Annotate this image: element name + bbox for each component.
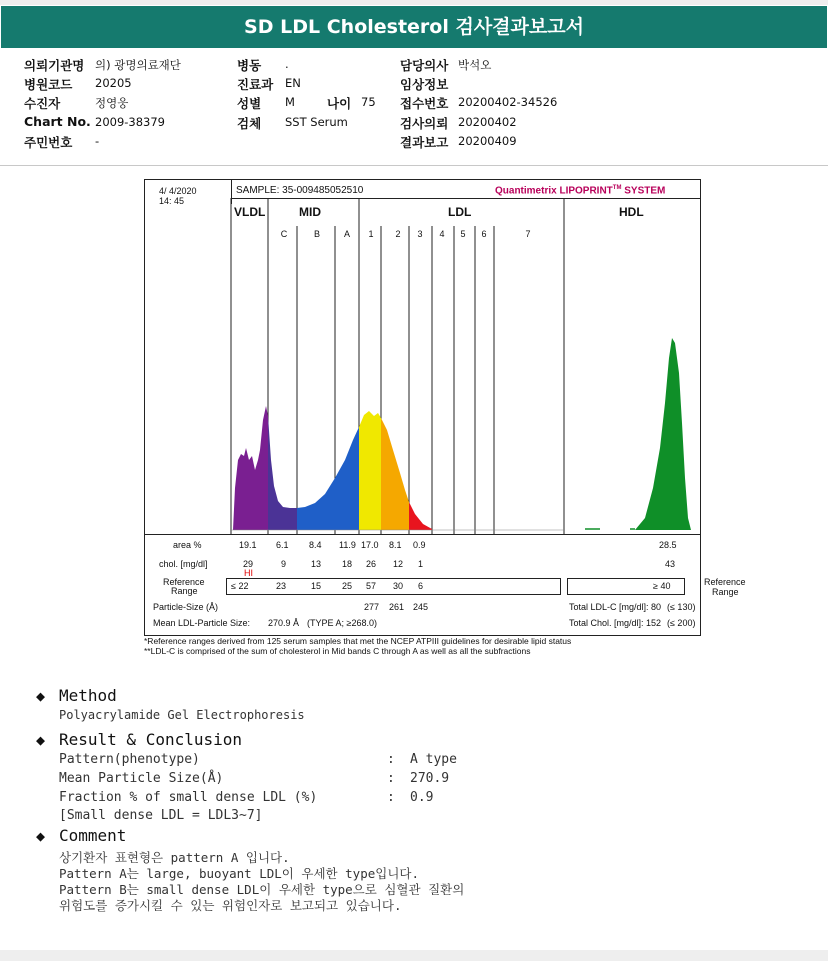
info-value: 박석오 (458, 58, 492, 72)
row-label-mean: Mean LDL-Particle Size: (153, 618, 251, 628)
diamond-icon: ◆ (36, 687, 46, 705)
result-value: A type (410, 752, 457, 767)
result-colon: : (387, 752, 395, 767)
area-a: 11.9 (339, 540, 356, 550)
footnote: *Reference ranges derived from 125 serum samples that met the NCEP ATPIII guidelines for desirable lipid status (144, 636, 572, 646)
method-heading: ◆ Method (36, 686, 117, 705)
chol-c: 9 (281, 559, 287, 569)
chol-ldl1: 26 (366, 559, 377, 569)
comment-line: 상기환자 표현형은 pattern A 입니다. (59, 850, 290, 865)
band-label: 3 (417, 229, 423, 239)
mean-type: (TYPE A; ≥268.0) (307, 618, 377, 628)
row-label-chol: chol. [mg/dl] (159, 559, 208, 569)
ref-b: 15 (311, 581, 322, 591)
ref-hdl: ≥ 40 (653, 581, 671, 591)
area-b: 8.4 (309, 540, 322, 550)
info-value: 75 (361, 95, 376, 109)
info-value: - (95, 134, 100, 148)
comment-line: 위험도를 증가시킬 수 있는 위험인자로 보고되고 있습니다. (59, 898, 402, 913)
total-chol-ref: (≤ 200) (667, 618, 696, 628)
chol-hdl: 43 (665, 559, 676, 569)
diamond-icon: ◆ (36, 731, 46, 749)
result-label: Fraction % of small dense LDL (%) (59, 790, 318, 805)
result-colon: : (387, 771, 395, 786)
band-label: 7 (525, 229, 531, 239)
info-label: 담당의사 (400, 58, 449, 73)
ref-a: 25 (342, 581, 353, 591)
ref-right-label-2: Range (712, 587, 739, 597)
info-label: 검사의뢰 (400, 116, 449, 131)
report-title: SD LDL Cholesterol 검사결과보고서 (1, 6, 827, 48)
band-group-ldl: LDL (448, 205, 472, 219)
info-value: SST Serum (285, 115, 348, 129)
info-value: EN (285, 76, 301, 90)
footnote: **LDL-C is comprised of the sum of cholesterol in Mid bands C through A as well as all the subfractions (144, 646, 531, 656)
result-note: [Small dense LDL = LDL3~7] (59, 808, 263, 823)
info-label: 접수번호 (400, 96, 449, 111)
chol-a: 18 (342, 559, 353, 569)
patient-info (0, 50, 828, 164)
area-ldl2: 8.1 (389, 540, 402, 550)
info-label: 주민번호 (24, 135, 73, 150)
total-chol: Total Chol. [mg/dl]: 152 (569, 618, 662, 628)
area-hdl: 28.5 (659, 540, 677, 550)
mean-value: 270.9 Å (268, 618, 300, 628)
result-label: Pattern(phenotype) (59, 752, 200, 767)
particle-ldl1: 277 (364, 602, 380, 612)
ref-label: Reference (163, 577, 205, 587)
divider (0, 165, 828, 166)
result-label: Mean Particle Size(Å) (59, 771, 224, 786)
chol-vldl: 29 (243, 559, 254, 569)
band-label: 6 (481, 229, 487, 239)
lipoprint-panel (144, 179, 701, 636)
diamond-icon: ◆ (36, 827, 46, 845)
total-ldl-ref: (≤ 130) (667, 602, 696, 612)
info-label: 결과보고 (400, 135, 449, 150)
info-value: 의) 광명의료재단 (95, 58, 181, 72)
comment-line: Pattern A는 large, buoyant LDL이 우세한 type입니다. (59, 866, 419, 881)
ref-ldl1: 57 (366, 581, 377, 591)
band-label: 1 (368, 229, 374, 239)
info-value: 20205 (95, 76, 132, 90)
info-label: Chart No. (24, 114, 91, 129)
particle-ldl3: 245 (413, 602, 429, 612)
ref-vldl: ≤ 22 (231, 581, 249, 591)
info-value: 20200402-34526 (458, 95, 558, 109)
band-label: B (313, 229, 320, 239)
bottom-strip (0, 950, 828, 961)
divider (145, 534, 700, 535)
row-label-area: area % (173, 540, 202, 550)
chol-ldl3: 1 (418, 559, 424, 569)
result-colon: : (387, 790, 395, 805)
top-strip (0, 0, 828, 5)
info-label: 수진자 (24, 96, 61, 111)
ref-ldl2: 30 (393, 581, 404, 591)
band-group-hdl: HDL (619, 205, 644, 219)
method-text: Polyacrylamide Gel Electrophoresis (59, 708, 305, 722)
info-label: 임상정보 (400, 77, 449, 92)
run-date: 4/ 4/2020 (159, 186, 197, 196)
ref-c: 23 (276, 581, 287, 591)
result-value: 0.9 (410, 790, 434, 805)
row-label-particle: Particle-Size (Å) (153, 602, 219, 612)
info-value: 정영웅 (95, 96, 129, 110)
info-label: 병원코드 (24, 77, 73, 92)
run-time: 14: 45 (159, 196, 185, 206)
info-value: 20200409 (458, 134, 517, 148)
info-value: . (285, 57, 289, 71)
result-heading: ◆ Result & Conclusion (36, 730, 243, 749)
area-ldl3: 0.9 (413, 540, 426, 550)
brand-label: Quantimetrix LIPOPRINT™ SYSTEM (495, 185, 666, 197)
info-value: 2009-38379 (95, 115, 165, 129)
band-group-vldl: VLDL (234, 205, 266, 219)
band-label: 2 (395, 229, 401, 239)
ref-right-label: Reference (704, 577, 746, 587)
total-ldl: Total LDL-C [mg/dl]: 80 (569, 602, 662, 612)
comment-line: Pattern B는 small dense LDL이 우세한 type으로 심혈관 질환의 (59, 882, 465, 897)
electrophoresis-trace (145, 198, 700, 535)
particle-ldl2: 261 (389, 602, 405, 612)
info-value: M (285, 95, 295, 109)
area-ldl1: 17.0 (361, 540, 379, 550)
ref-ldl3: 6 (418, 581, 424, 591)
band-label: 4 (439, 229, 445, 239)
chol-ldl2: 12 (393, 559, 404, 569)
ref-label-2: Range (171, 586, 198, 596)
band-group-mid: MID (299, 205, 321, 219)
band-label: C (280, 229, 288, 239)
band-label: 5 (460, 229, 466, 239)
area-vldl: 19.1 (239, 540, 257, 550)
chol-b: 13 (311, 559, 322, 569)
area-c: 6.1 (276, 540, 289, 550)
sample-id: SAMPLE: 35-009485052510 (236, 185, 364, 196)
info-label: 의뢰기관명 (24, 58, 85, 73)
comment-heading: ◆ Comment (36, 826, 127, 845)
info-value: 20200402 (458, 115, 517, 129)
info-label: 나이 (327, 96, 352, 111)
info-label: 검체 (237, 116, 262, 131)
info-label: 병동 (237, 58, 262, 73)
hi-flag: HI (244, 568, 253, 578)
band-label: A (343, 229, 350, 239)
result-value: 270.9 (410, 771, 450, 786)
info-label: 진료과 (237, 77, 274, 92)
info-label: 성별 (237, 96, 262, 111)
